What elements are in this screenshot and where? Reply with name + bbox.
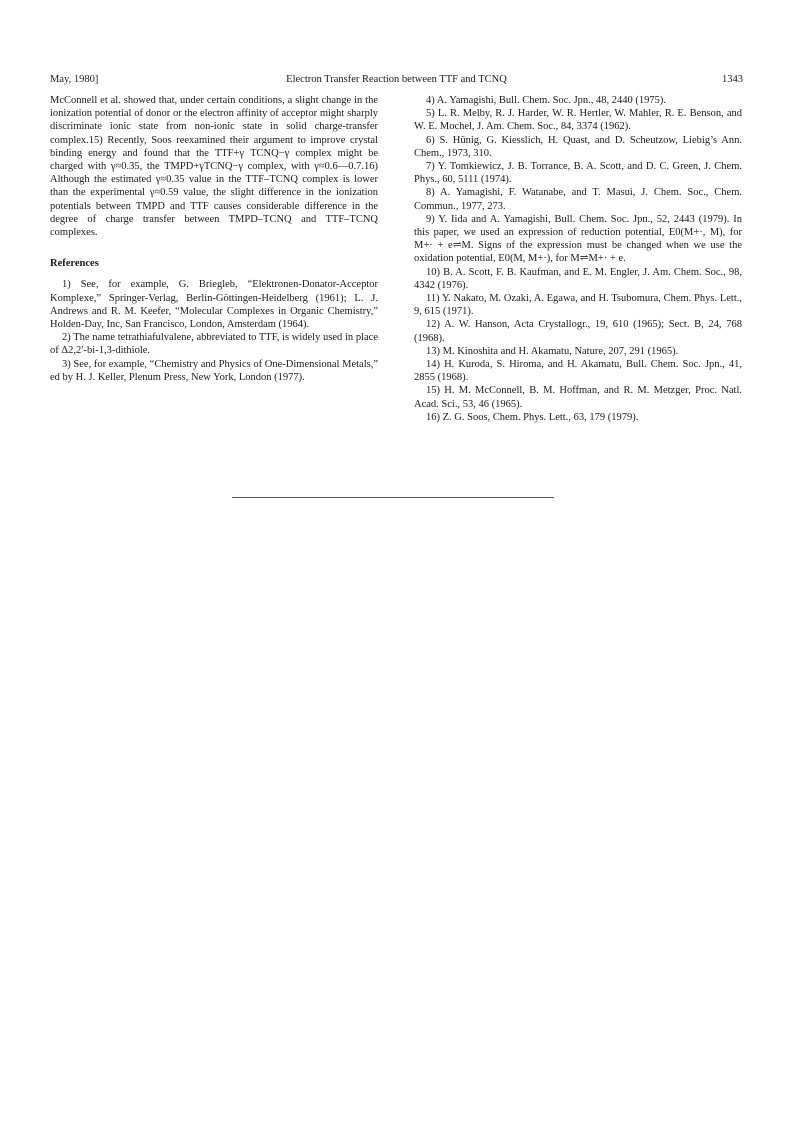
- reference-item: 5) L. R. Melby, R. J. Harder, W. R. Hertler, W. Mahler, R. E. Benson, and W. E. Mochel, J. Am. Chem. Soc., 84, 3374 (1962).: [414, 108, 742, 133]
- reference-item: 13) M. Kinoshita and H. Akamatu, Nature, 207, 291 (1965).: [426, 345, 679, 357]
- reference-item: 6) S. Hünig, G. Kiesslich, H. Quast, and D. Scheutzow, Liebig’s Ann. Chem., 1973, 310.: [414, 134, 742, 159]
- reference-item: 2) The name tetrathiafulvalene, abbreviated to TTF, is widely used in place of Δ2,2′-bi-1,3-dithiole.: [50, 332, 378, 357]
- header-date: May, 1980]: [50, 74, 99, 85]
- reference-item: 15) H. M. McConnell, B. M. Hoffman, and R. M. Metzger, Proc. Natl. Acad. Sci., 53, 46 (1965).: [414, 385, 742, 410]
- reference-item: 8) A. Yamagishi, F. Watanabe, and T. Masui, J. Chem. Soc., Chem. Commun., 1977, 273.: [414, 187, 742, 212]
- references-heading: References: [50, 258, 99, 270]
- reference-item: 11) Y. Nakato, M. Ozaki, A. Egawa, and H. Tsubomura, Chem. Phys. Lett., 9, 615 (1971).: [414, 293, 742, 318]
- end-rule: [232, 497, 554, 498]
- reference-item: 3) See, for example, “Chemistry and Physics of One-Dimensional Metals,” ed by H. J. Keller, Plenum Press, New York, London (1977).: [50, 358, 378, 383]
- reference-item: 16) Z. G. Soos, Chem. Phys. Lett., 63, 179 (1979).: [426, 411, 639, 423]
- page-number: 1343: [722, 74, 743, 85]
- running-header: [50, 74, 743, 88]
- reference-item: 1) See, for example, G. Briegleb, “Elektronen-Donator-Acceptor Komplexe,” Springer-Verlag, Berlin-Göttingen-Heidelberg (1961); L. J. Andrews and R. M. Keefer, “Molecular Complexes in Organic Chemistry,” Holden-Day, Inc, San Francisco, London, Amsterdam (1964).: [50, 279, 378, 331]
- header-title: Electron Transfer Reaction between TTF and TCNQ: [286, 74, 507, 85]
- right-column: [414, 94, 742, 424]
- reference-item: 10) B. A. Scott, F. B. Kaufman, and E. M. Engler, J. Am. Chem. Soc., 98, 4342 (1976).: [414, 266, 742, 291]
- reference-item: 14) H. Kuroda, S. Hiroma, and H. Akamatu, Bull. Chem. Soc. Jpn., 41, 2855 (1968).: [414, 359, 742, 384]
- reference-item: 4) A. Yamagishi, Bull. Chem. Soc. Jpn., 48, 2440 (1975).: [426, 95, 667, 106]
- reference-item: 7) Y. Tomkiewicz, J. B. Torrance, B. A. Scott, and D. C. Green, J. Chem. Phys., 60, 5111 (1974).: [414, 161, 742, 186]
- reference-item: 12) A. W. Hanson, Acta Crystallogr., 19, 610 (1965); Sect. B, 24, 768 (1968).: [414, 319, 742, 344]
- reference-item: 9) Y. Iida and A. Yamagishi, Bull. Chem. Soc. Jpn., 52, 2443 (1979). In this paper, we used an expression of reduction potential, E0(M+·, M), for M+· + e⇌M. Signs of the expression must be changed when we use the oxidation potential, E0(M, M+·), for M⇌M+· + e.: [414, 213, 742, 265]
- body-paragraph: McConnell et al. showed that, under certain conditions, a slight change in the ionization potential of donor or the electron affinity of acceptor might sharply discriminate ionic state from non-ionic state in solid charge-transfer complex.15) Recently, Soos reexamined their argument to improve crystal binding energy and found that the TTF+γ TCNQ−γ complex might be charged with γ≈0.35, the TMPD+γTCNQ−γ complex, with γ≈0.6—0.7.16) Although the estimated γ≈0.35 value in the TTF–TCNQ complex is lower than the experimental γ≈0.59 value, the slight difference in the ionization potentials between TMPD and TTF causes considerable difference in the degree of charge transfer between TMPD–TCNQ and TTF–TCNQ complexes.: [50, 95, 378, 239]
- left-column: [50, 94, 378, 384]
